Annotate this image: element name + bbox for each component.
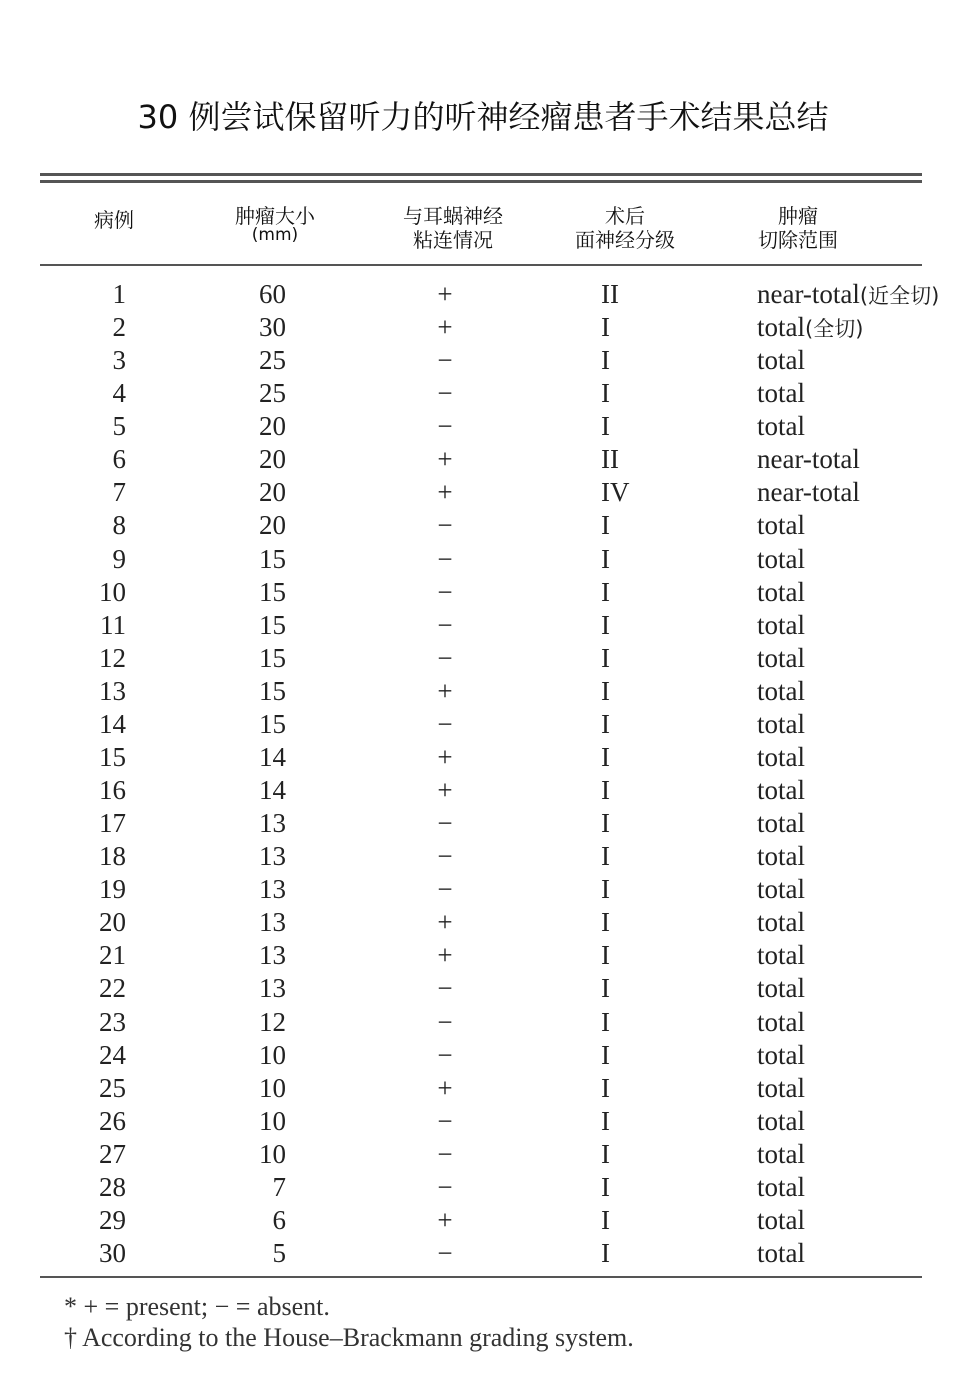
cell-size: 5: [272, 1238, 286, 1269]
cell-facial-grade: I: [601, 576, 610, 607]
table-row: [0, 873, 966, 906]
cell-resection: [757, 1039, 805, 1074]
header-adhesion-line2: 粘连情况: [413, 228, 493, 252]
table-row: [0, 741, 966, 774]
table-row: [0, 1006, 966, 1039]
cell-case: 28: [99, 1171, 126, 1202]
cell-facial-grade: I: [601, 775, 610, 806]
cell-facial-grade: I: [601, 1006, 610, 1037]
bottom-rule: [40, 1276, 922, 1278]
cell-adhesion: −: [437, 808, 453, 839]
cell-size: 10: [259, 1072, 286, 1103]
cell-case: 9: [112, 543, 126, 574]
resection-value: total: [757, 1039, 805, 1070]
cell-size: 13: [259, 841, 286, 872]
cell-resection: [757, 774, 805, 809]
cell-adhesion: +: [437, 940, 453, 971]
cell-size: 15: [259, 642, 286, 673]
table-row: [0, 410, 966, 443]
resection-value: total: [757, 378, 805, 409]
cell-facial-grade: I: [601, 609, 610, 640]
resection-value: near-total: [757, 477, 860, 508]
resection-value: total: [757, 312, 805, 343]
cell-facial-grade: I: [601, 708, 610, 739]
cell-adhesion: −: [437, 874, 453, 905]
header-rule: [40, 264, 922, 266]
cell-resection: [757, 1006, 805, 1041]
cell-resection: [757, 840, 805, 875]
cell-resection: [757, 1237, 805, 1272]
resection-value: total: [757, 675, 805, 706]
cell-resection: [757, 972, 805, 1007]
cell-adhesion: +: [437, 907, 453, 938]
cell-facial-grade: I: [601, 378, 610, 409]
table-row: [0, 476, 966, 509]
cell-resection: [757, 443, 860, 478]
cell-size: 25: [259, 378, 286, 409]
cell-size: 20: [259, 510, 286, 541]
cell-size: 13: [259, 973, 286, 1004]
cell-resection: [757, 1204, 805, 1239]
table-row: [0, 1105, 966, 1138]
table-row: [0, 1039, 966, 1072]
header-size-label: 肿瘤大小: [235, 204, 315, 228]
cell-resection: [757, 1105, 805, 1140]
resection-value: total: [757, 345, 805, 376]
header-facial-grade-line1: 术后: [605, 204, 645, 228]
cell-case: 21: [99, 940, 126, 971]
table-row: [0, 576, 966, 609]
cell-case: 6: [112, 444, 126, 475]
cell-case: 3: [112, 345, 126, 376]
cell-adhesion: −: [437, 642, 453, 673]
cell-size: 13: [259, 874, 286, 905]
resection-value: total: [757, 1171, 805, 1202]
resection-value: total: [757, 940, 805, 971]
cell-case: 23: [99, 1006, 126, 1037]
cell-size: 15: [259, 708, 286, 739]
cell-facial-grade: I: [601, 1171, 610, 1202]
cell-adhesion: +: [437, 1204, 453, 1235]
cell-case: 13: [99, 675, 126, 706]
cell-facial-grade: I: [601, 741, 610, 772]
header-adhesion-line1: 与耳蜗神经: [403, 204, 503, 228]
table-row: [0, 972, 966, 1005]
cell-resection: [757, 708, 805, 743]
table-row: [0, 1171, 966, 1204]
table-row: [0, 509, 966, 542]
cell-resection: [757, 939, 805, 974]
cell-case: 27: [99, 1138, 126, 1169]
cell-adhesion: +: [437, 279, 453, 309]
table-row: [0, 609, 966, 642]
cell-resection: [757, 543, 805, 578]
cell-facial-grade: I: [601, 675, 610, 706]
header-resection: [740, 204, 856, 252]
cell-adhesion: −: [437, 1171, 453, 1202]
cell-resection: [757, 675, 805, 710]
resection-value: total: [757, 874, 805, 905]
header-resection-line1: 肿瘤: [778, 204, 818, 228]
table-row: [0, 642, 966, 675]
cell-facial-grade: I: [601, 1204, 610, 1235]
cell-case: 24: [99, 1039, 126, 1070]
cell-case: 29: [99, 1204, 126, 1235]
resection-value: total: [757, 808, 805, 839]
header-size: [220, 204, 330, 245]
cell-facial-grade: IV: [601, 477, 630, 508]
cell-adhesion: +: [437, 312, 453, 343]
table-row: [0, 377, 966, 410]
cell-facial-grade: I: [601, 1238, 610, 1269]
cell-adhesion: +: [437, 477, 453, 508]
cell-case: 15: [99, 741, 126, 772]
cell-adhesion: −: [437, 1039, 453, 1070]
cell-size: 6: [272, 1204, 286, 1235]
table-row: [0, 1072, 966, 1105]
cell-size: 7: [272, 1171, 286, 1202]
header-case-label: 病例: [94, 208, 134, 232]
cell-case: 12: [99, 642, 126, 673]
table-title: 30 例尝试保留听力的听神经瘤患者手术结果总结: [137, 98, 829, 136]
cell-facial-grade: I: [601, 345, 610, 376]
cell-resection: [757, 1171, 805, 1206]
cell-case: 16: [99, 775, 126, 806]
table-row: [0, 344, 966, 377]
header-size-unit: (mm): [251, 225, 299, 245]
cell-facial-grade: I: [601, 1072, 610, 1103]
cell-facial-grade: I: [601, 312, 610, 343]
cell-case: 26: [99, 1105, 126, 1136]
resection-value: total: [757, 411, 805, 442]
resection-note: (近全切): [859, 284, 940, 308]
cell-resection: [757, 807, 805, 842]
cell-facial-grade: I: [601, 940, 610, 971]
cell-size: 13: [259, 907, 286, 938]
resection-value: total: [757, 1072, 805, 1103]
cell-resection: [757, 576, 805, 611]
table-row: [0, 708, 966, 741]
cell-resection: [757, 344, 805, 379]
cell-case: 10: [99, 576, 126, 607]
cell-size: 60: [259, 279, 286, 309]
table-row: [0, 311, 966, 344]
resection-value: total: [757, 510, 805, 541]
cell-resection: [757, 377, 805, 412]
cell-facial-grade: II: [601, 279, 619, 309]
cell-facial-grade: I: [601, 1039, 610, 1070]
top-rule-1: [40, 173, 922, 176]
cell-case: 14: [99, 708, 126, 739]
resection-value: total: [757, 1105, 805, 1136]
cell-facial-grade: I: [601, 411, 610, 442]
resection-value: total: [757, 609, 805, 640]
cell-adhesion: −: [437, 510, 453, 541]
cell-size: 15: [259, 576, 286, 607]
cell-facial-grade: I: [601, 1138, 610, 1169]
header-case: [72, 208, 156, 232]
top-rule-2: [40, 180, 922, 183]
resection-value: total: [757, 841, 805, 872]
cell-adhesion: −: [437, 1138, 453, 1169]
cell-facial-grade: I: [601, 543, 610, 574]
cell-size: 12: [259, 1006, 286, 1037]
table-row: [0, 1138, 966, 1171]
cell-resection: [757, 906, 805, 941]
cell-adhesion: −: [437, 1105, 453, 1136]
cell-adhesion: +: [437, 775, 453, 806]
table-row: [0, 906, 966, 939]
cell-size: 10: [259, 1138, 286, 1169]
cell-facial-grade: I: [601, 841, 610, 872]
cell-size: 30: [259, 312, 286, 343]
cell-size: 10: [259, 1105, 286, 1136]
resection-value: total: [757, 1238, 805, 1269]
cell-size: 15: [259, 609, 286, 640]
footnote-legend: * + = present; − = absent.: [64, 1292, 330, 1321]
resection-value: total: [757, 775, 805, 806]
footnote-grading: † According to the House–Brackmann grading system.: [64, 1323, 634, 1352]
resection-value: total: [757, 973, 805, 1004]
table-row: [0, 675, 966, 708]
cell-case: 17: [99, 808, 126, 839]
cell-adhesion: +: [437, 741, 453, 772]
cell-resection: [757, 1138, 805, 1173]
resection-value: near-total: [757, 444, 860, 475]
cell-facial-grade: I: [601, 808, 610, 839]
cell-adhesion: −: [437, 411, 453, 442]
table-row: [0, 774, 966, 807]
cell-case: 2: [112, 312, 126, 343]
cell-size: 20: [259, 444, 286, 475]
cell-resection: [757, 609, 805, 644]
cell-resection: [757, 476, 860, 511]
resection-value: total: [757, 543, 805, 574]
cell-case: 22: [99, 973, 126, 1004]
cell-adhesion: +: [437, 675, 453, 706]
cell-adhesion: −: [437, 1238, 453, 1269]
cell-resection: [757, 311, 863, 346]
cell-facial-grade: I: [601, 642, 610, 673]
cell-adhesion: +: [437, 444, 453, 475]
table-row: [0, 840, 966, 873]
resection-value: total: [757, 642, 805, 673]
table-row: [0, 939, 966, 972]
resection-value: total: [757, 741, 805, 772]
cell-adhesion: −: [437, 1006, 453, 1037]
cell-adhesion: +: [437, 1072, 453, 1103]
table-row: [0, 278, 966, 311]
resection-value: total: [757, 708, 805, 739]
header-adhesion: [385, 204, 521, 252]
cell-size: 20: [259, 477, 286, 508]
cell-size: 15: [259, 543, 286, 574]
cell-adhesion: −: [437, 345, 453, 376]
cell-resection: [757, 642, 805, 677]
table-row: [0, 807, 966, 840]
cell-size: 25: [259, 345, 286, 376]
header-facial-grade-line2: 面神经分级: [575, 228, 675, 252]
header-facial-grade: [555, 204, 695, 252]
cell-resection: [757, 873, 805, 908]
table-row: [0, 443, 966, 476]
cell-adhesion: −: [437, 609, 453, 640]
cell-case: 19: [99, 874, 126, 905]
cell-adhesion: −: [437, 576, 453, 607]
cell-facial-grade: I: [601, 510, 610, 541]
cell-case: 18: [99, 841, 126, 872]
cell-adhesion: −: [437, 378, 453, 409]
cell-case: 7: [112, 477, 126, 508]
cell-facial-grade: I: [601, 907, 610, 938]
cell-case: 5: [112, 411, 126, 442]
cell-size: 15: [259, 675, 286, 706]
resection-value: total: [757, 576, 805, 607]
resection-value: total: [757, 1204, 805, 1235]
cell-resection: [757, 741, 805, 776]
resection-value: total: [757, 1006, 805, 1037]
cell-case: 30: [99, 1238, 126, 1269]
resection-value: total: [757, 907, 805, 938]
cell-resection: [757, 410, 805, 445]
resection-value: total: [757, 1138, 805, 1169]
table-row: [0, 1204, 966, 1237]
table-row: [0, 543, 966, 576]
cell-case: 11: [100, 609, 126, 640]
resection-note: (全切): [805, 317, 864, 342]
cell-size: 14: [259, 741, 286, 772]
cell-case: 8: [112, 510, 126, 541]
cell-size: 13: [259, 808, 286, 839]
cell-case: 25: [99, 1072, 126, 1103]
cell-case: 1: [112, 279, 126, 309]
cell-adhesion: −: [437, 973, 453, 1004]
cell-adhesion: −: [437, 841, 453, 872]
cell-resection: [757, 1072, 805, 1107]
table-row: [0, 1237, 966, 1270]
cell-case: 4: [112, 378, 126, 409]
cell-adhesion: −: [437, 708, 453, 739]
cell-adhesion: −: [437, 543, 453, 574]
cell-facial-grade: II: [601, 444, 619, 475]
cell-size: 20: [259, 411, 286, 442]
cell-size: 13: [259, 940, 286, 971]
resection-value: near-total: [757, 279, 860, 309]
header-resection-line2: 切除范围: [758, 228, 838, 252]
cell-facial-grade: I: [601, 874, 610, 905]
cell-facial-grade: I: [601, 1105, 610, 1136]
cell-size: 10: [259, 1039, 286, 1070]
cell-resection: [757, 278, 939, 313]
cell-case: 20: [99, 907, 126, 938]
cell-facial-grade: I: [601, 973, 610, 1004]
cell-resection: [757, 509, 805, 544]
cell-size: 14: [259, 775, 286, 806]
